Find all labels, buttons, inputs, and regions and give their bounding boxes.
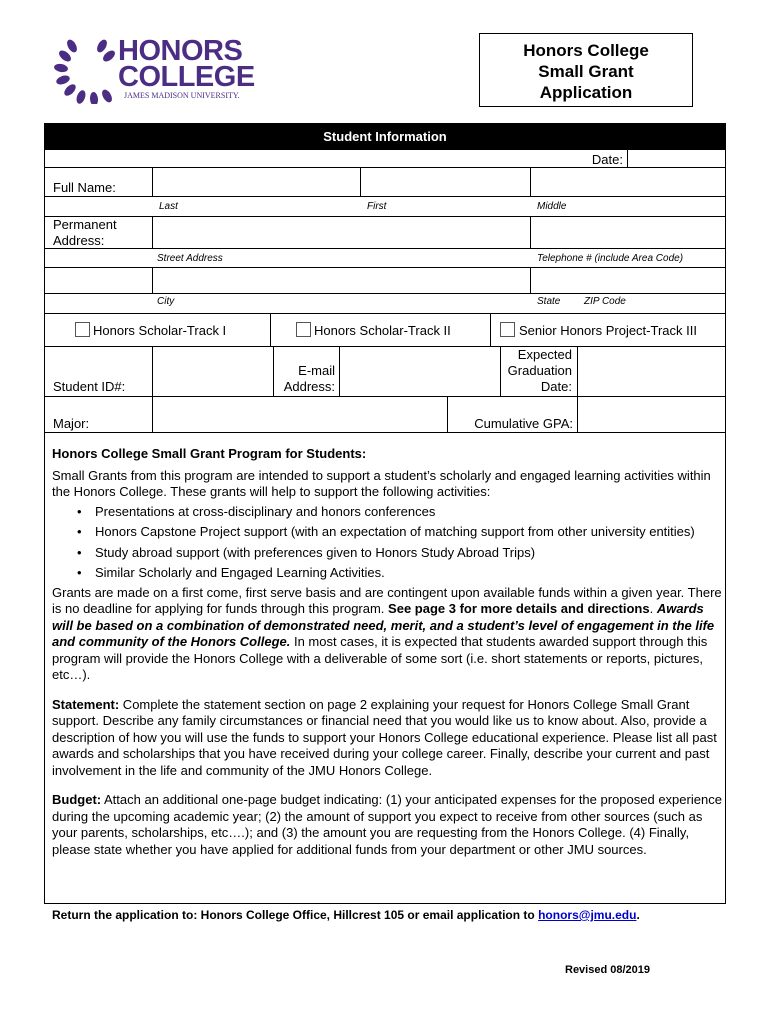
email-label-line2: Address: [283,379,335,394]
gpa-field[interactable] [580,398,726,433]
logo-honors: HONORS [118,35,243,67]
date-label: Date: [591,152,623,167]
permanent-address-label-line1: Permanent [53,217,117,232]
list-item-text: Presentations at cross-disciplinary and honors conferences [95,503,436,519]
return-text: Return the application to: Honors College Office, Hillcrest 105 or email application to [52,908,539,922]
return-end: . [636,908,640,922]
program-intro: Small Grants from this program are intended to support a student’s scholarly and engaged learning activities within the Honors College. These grants will help to support the following activities: [52,467,711,499]
form-title-box [479,33,693,107]
program-description [52,446,722,858]
state-zip-field[interactable] [533,269,725,294]
last-name-caption: Last [159,201,178,212]
grants-text-e: In most cases, it is expected that students awarded support through this program will provide the Honors College with a deliverable of some sort (i.e. short statements or reports, pictures, etc…). [52,634,708,682]
bullet-icon: • [77,544,82,560]
date-field[interactable] [630,151,726,168]
revised-date: Revised 08/2019 [565,964,651,976]
zip-caption: ZIP Code [584,296,626,307]
middle-name-caption: Middle [537,201,567,212]
grants-paragraph [52,585,722,684]
email-label-line1: E-mail [298,363,335,378]
middle-name-field[interactable] [533,169,725,197]
track-2-label: Honors Scholar-Track II [314,323,451,338]
first-name-field[interactable] [363,169,531,197]
major-label: Major: [53,416,90,431]
section-header-student-info: Student Information [44,123,726,150]
list-item-text: Study abroad support (with preferences given to Honors Study Abroad Trips) [95,544,536,560]
email-field[interactable] [342,348,501,397]
statement-label: Statement: [52,696,120,712]
laurel-wreath-icon [52,36,122,104]
expected-graduation-line2: Graduation [507,363,572,378]
track-3-label: Senior Honors Project-Track III [519,323,697,338]
list-item-text: Honors Capstone Project support (with an expectation of matching support from other university entities) [95,524,695,539]
title-line-3: Application [539,83,633,102]
permanent-address-label [53,217,117,249]
gpa-label: Cumulative GPA: [474,416,573,431]
expected-graduation-label [501,347,572,395]
list-item [52,524,722,541]
list-item [52,545,722,562]
permanent-address-label-line2: Address: [53,233,105,248]
bullet-icon: • [77,503,82,519]
program-heading: Honors College Small Grant Program for Students: [52,446,367,461]
budget-paragraph [52,792,722,858]
track-3-checkbox[interactable] [500,322,515,337]
activities-list [52,504,722,582]
track-1-label: Honors Scholar-Track I [93,323,227,338]
bullet-icon: • [77,524,82,539]
list-item [52,504,722,521]
track-1-checkbox[interactable] [75,322,90,337]
return-instructions [52,908,640,922]
last-name-field[interactable] [155,169,361,197]
major-field[interactable] [155,398,448,433]
logo-college: COLLEGE [118,61,255,93]
budget-text: Attach an additional one-page budget indicating: (1) your anticipated expenses for the proposed experience during the upcoming academic year; (2) the amount of support you expect to receive from other sources (such as your parents, scholarships, etc….); and (3) the amount you are requesting from the Honors College. (4) Finally, please state whether you have applied for additional funds from your department or other JMU sources. [52,792,722,857]
student-info-form [44,150,726,433]
budget-label: Budget: [52,792,102,807]
email-label [275,363,335,395]
telephone-field[interactable] [533,218,725,249]
city-field[interactable] [155,269,531,294]
full-name-label: Full Name: [53,180,116,195]
logo-university: JAMES MADISON UNIVERSITY. [124,91,240,100]
expected-graduation-line3: Date: [540,379,572,394]
title-line-2: Small Grant [538,62,634,81]
city-caption: City [157,296,175,307]
grants-text-d: Awards will be based on a combination of demonstrated need, merit, and a student’s level of engagement in the life and community of the Honors College. [52,601,715,649]
honors-college-logo [52,36,262,104]
statement-text: Complete the statement section on page 2 explaining your request for Honors College Small Grant support. Describe any family circumstances or financial need that you would like us to know about. Also, provide a description of how you will use the funds to support your Honors College educational experience. Please list all past awards and scholarships that you have received during your college career. Finally, describe your current and past involvement in the life and community of the JMU Honors College. [52,696,717,778]
street-address-caption: Street Address [157,253,223,264]
statement-paragraph [52,697,722,780]
title-line-1: Honors College [523,41,649,60]
list-item [52,565,722,582]
bullet-icon: • [77,565,82,580]
street-address-field[interactable] [155,218,531,249]
telephone-caption: Telephone # (include Area Code) [537,253,684,264]
grants-text-a: Grants are made on a first come, first serve basis and are contingent upon available funds within a given year. There is no deadline for applying for funds through this program. [52,584,722,616]
list-item-text: Similar Scholarly and Engaged Learning Activities. [95,565,385,580]
track-2-checkbox[interactable] [296,322,311,337]
first-name-caption: First [367,201,387,212]
state-caption: State [537,296,561,307]
student-id-label: Student ID#: [53,379,126,394]
grants-text-b: See page 3 for more details and directions [388,601,650,616]
grants-text-c: . [649,601,657,616]
email-link[interactable]: honors@jmu.edu [538,908,637,922]
expected-graduation-line1: Expected [517,347,572,362]
expected-graduation-field[interactable] [580,348,726,397]
student-id-field[interactable] [155,348,274,397]
